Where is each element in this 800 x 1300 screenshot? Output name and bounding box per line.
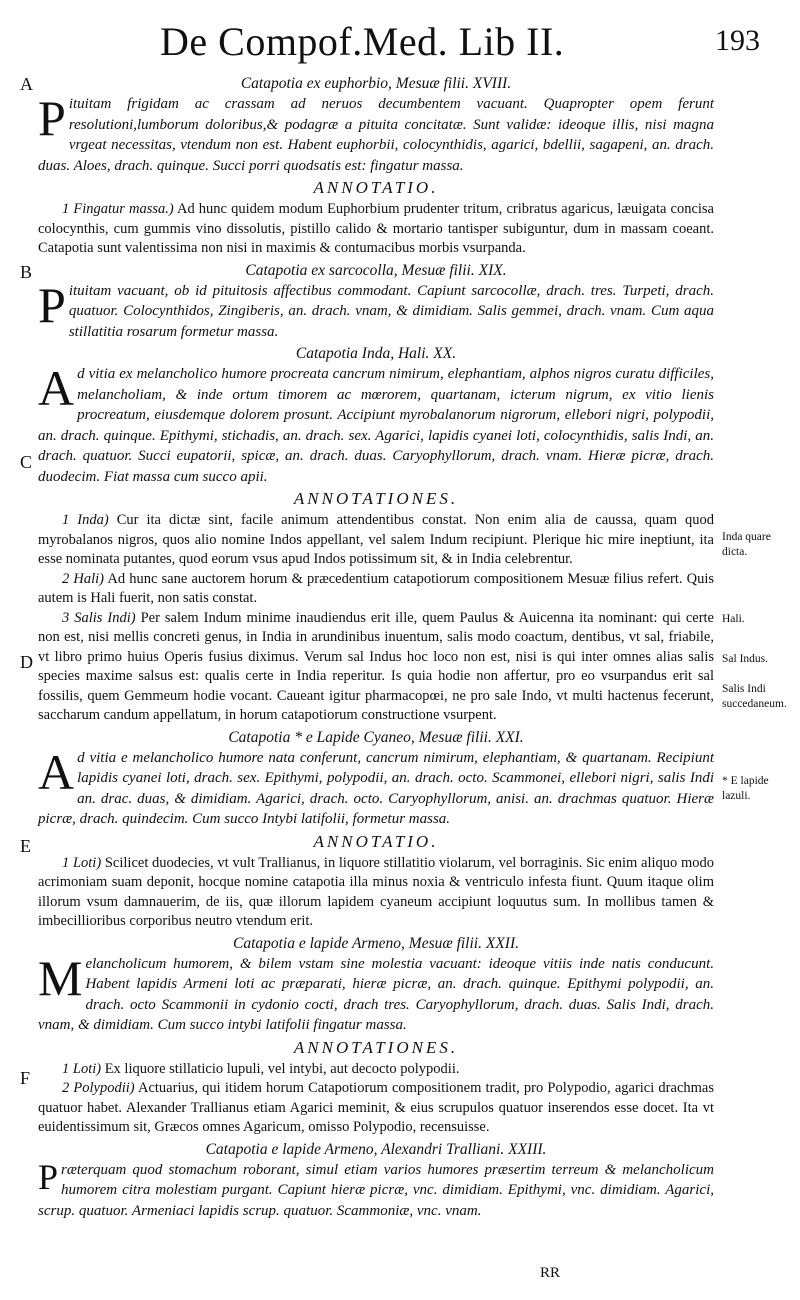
note-lemma: 2 Polypodii) <box>62 1080 135 1096</box>
recipe-text: d vitia ex melancholico humore procreata cancrum nimirum, elephantiam, alphos nigros curatu difficiles, melancholiam, & inde ortum timorem ac mœrorem, quartanam, icterum nigrum, ex vitio lienis procreatum, eiusdemque dolorem prosunt. Accipiunt myrobalanorum nigrorum, ellebori nigri, polypodii, an. drach. quinque. Epithymi, stichadis, an. drach. sex. Agarici, lapidis cyanei loti, colocynthidis, salis Indi, an. drach. quatuor. Succi eupatorii, spicæ, an. drach. duas. Caryophyllorum, drach. vnam. Hieræ picræ, drach. duodecim. Fiat massa cum succo apii. <box>38 366 714 485</box>
drop-cap: P <box>38 1156 59 1197</box>
section-title: Catapotia e lapide Armeno, Alexandri Tralliani. XXIII. <box>205 1140 547 1158</box>
note-text: Actuarius, qui itidem horum Catapotiorum compositionem tradit, pro Polypodio, agarici drachmas quatuor habet. Alexander Trallianus etiam Agarici meminit, & eius scrupulos quatuor inserendos esse docet. Ita vt euidentissimum sit, Græcos omnes Agaricum, omisso Polypodio, recensuisse. <box>38 1080 714 1135</box>
margin-letter-c: C <box>20 452 33 472</box>
recipe-paragraph <box>38 90 714 176</box>
drop-cap: A <box>38 743 75 800</box>
recipe-text: ituitam frigidam ac crassam ad neruos decumbentem vacuant. Quapropter opem ferunt resolutioni,lumborum doloribus,& podagræ a pituita concitatæ. Sunt validæ: ideoque illis, nisi magna vrgeat necessitas, vtendum non est. Habent euphorbii, colocynthidis, agarici, bdellii, sagapeni, an. drach. duas. Aloes, drach. quinque. Succi porri quodsatis est: fingatur massa. <box>38 96 714 174</box>
annotation-note <box>38 511 714 570</box>
recipe-paragraph <box>38 360 714 487</box>
margin-letter-e: E <box>20 836 31 856</box>
note-lemma: 1 Inda) <box>62 512 109 528</box>
annotation-note <box>38 609 714 726</box>
side-note: Salis Indi succedaneum. <box>722 683 787 710</box>
note-text: Per salem Indum minime inaudiendus erit ille, quem Paulus & Auicenna ita nominant: qui certe non est, nisi mellis concreti genus, in India in arundinibus inuentum, salis modo coactum, dentibus, vt sal, friabile, vt libro primo huius Operis fusius diximus. Verum sal Indus hoc loco non est, nisi is qui inter omnes alias salis species maxime salsus est: qualis certe in India reperitur. Is quia hodie non affertur, pro eo vsurpandus erit sal fossilis, quem Gemmeum hodie vocant. Caueant igitur pharmacopœi, ne pro sale Indo, vt multi hactenus fecerunt, saccharum candum appellatum, in horum catapotiorum constructione vsurpent. <box>38 609 714 723</box>
drop-cap: M <box>38 949 83 1006</box>
section-title: Catapotia ex euphorbio, Mesuæ filii. XVIII. <box>240 75 512 92</box>
annotation-note <box>38 570 714 609</box>
margin-letter-a: A <box>20 74 33 94</box>
annotation-heading: ANNOTATIO. <box>313 831 439 851</box>
annotation-heading: ANNOTATIO. <box>313 178 439 197</box>
recipe-paragraph <box>38 1156 714 1222</box>
annotation-note <box>38 200 714 259</box>
annotation-note <box>38 854 714 932</box>
drop-cap: A <box>38 360 75 416</box>
annotation-heading: ANNOTATIONES. <box>293 489 459 508</box>
recipe-text: elancholicum humorem, & bilem vstam sine molestia vacuant: ideoque vitiis inde natis conducunt. Habent lapidis Armeni loti ac præparati, hieræ picræ, an. drach. quinque. Epithymi polypodii, an. drach. octo Scammonii in cydonio cocti, drach tres. Caryophyllorum, drach. duas. Salis Indi, drach. vnam, & dimidiam. Cum succo intybi latifolii fingatur massa. <box>38 955 714 1033</box>
running-title: De Compof.Med. Lib II. <box>160 19 565 64</box>
side-note: Hali. <box>722 613 745 625</box>
main-text <box>38 72 714 1221</box>
section-title: Catapotia e lapide Armeno, Mesuæ filii. XXII. <box>232 934 519 952</box>
note-text: Ex liquore stillaticio lupuli, vel intybi, aut decocto polypodii. <box>104 1060 460 1077</box>
page-header <box>160 18 760 68</box>
side-note: * E lapide lazuli. <box>722 775 769 802</box>
note-lemma: 1 Fingatur massa.) <box>62 201 174 217</box>
margin-letter-b: B <box>20 262 33 282</box>
note-text: Ad hunc sane auctorem horum & præcedentium catapotiorum compositionem Mesuæ filius refert. Quis autem is Hali fuerit, non satis constat. <box>38 570 715 606</box>
annotation-note <box>38 1079 714 1138</box>
section-title: Catapotia * e Lapide Cyaneo, Mesuæ filii. XXI. <box>228 728 524 746</box>
note-lemma: 1 Loti) <box>62 1060 102 1077</box>
annotation-note <box>38 1060 714 1080</box>
drop-cap: P <box>38 276 66 333</box>
recipe-paragraph <box>38 949 714 1036</box>
drop-cap: P <box>38 90 66 146</box>
margin-letter-d: D <box>20 652 33 672</box>
side-note: Sal Indus. <box>722 653 768 665</box>
note-lemma: 2 Hali) <box>62 570 105 587</box>
note-text: Cur ita dictæ sint, facile animum attendentibus constat. Non enim alia de caussa, quam quod myrobalanos nigros, quos alio nomine Indos appellant, vel salem Indum recipiunt. Plerique hic mire ineptiunt, ita esse nominata putantes, quod eorum vsus apud Indos potissimum sit, & in India celebrentur. <box>38 512 714 567</box>
recipe-text: d vitia e melancholico humore nata conferunt, cancrum nimirum, elephantiam, & quartanam. Recipiunt lapidis cyanei loti, drach. sex. Epithymi, polypodii, an. drach. octo. Scammonei, ellebori nigri, salis Indi an. drac. duas, & dimidiam. Agarici, drach. octo. Caryophyllorum, anisi. an. drachmas quatuor. Hieræ picræ, drach. quindecim. Cum succo Intybi latifolii, formetur massa. <box>38 749 714 827</box>
section-title: Catapotia ex sarcocolla, Mesuæ filii. XIX. <box>245 261 507 279</box>
annotation-heading: ANNOTATIONES. <box>293 1037 459 1057</box>
recipe-paragraph <box>38 276 714 343</box>
section-title: Catapotia Inda, Hali. XX. <box>295 345 457 362</box>
note-lemma: 3 Salis Indi) <box>62 609 136 626</box>
margin-letter-f: F <box>20 1068 31 1088</box>
recipe-paragraph <box>38 743 714 830</box>
note-lemma: 1 Loti) <box>62 854 102 871</box>
recipe-text: ituitam vacuant, ob id pituitosis affectibus commodant. Capiunt sarcocollæ, drach. tres. Turpeti, drach. quatuor. Colocynthidos, Zingiberis, an. drach. vnam, & dimidiam. Salis gemmei, drach. vnam. Cum aqua stillatitia rosarum formetur massa. <box>68 282 714 340</box>
note-text: Scilicet duodecies, vt vult Trallianus, in liquore stillatitio violarum, vel borraginis. Sic enim aliquo modo acrimoniam suam deponit, hocque nomine catapotia illa minus noxia & ventriculo infesta fiunt. Quum itaque olim illorum vsum damnauerim, de iis, quæ illorum lapidem cyaneum accipiunt loquutus sum. In mollibus tamen & imbecillioribus corporibus neutro vtendum erit. <box>38 854 715 929</box>
recipe-text: ræterquam quod stomachum roborant, simul etiam varios humores præsertim terreum & melancholicum humorem citra molestiam purgant. Capiunt hieræ picræ, vnc. dimidiam. Epithymi, vnc. dimidiam. Agarici, scrup. quatuor. Armeniaci lapidis scrup. quatuor. Scammoniæ, vnc. vnam. <box>38 1161 714 1219</box>
side-note: Inda quare dicta. <box>722 531 771 558</box>
note-text: Ad hunc quidem modum Euphorbium prudenter tritum, cribratus agaricus, læuigata concisa colocynthis, cum gummis vino dissolutis, pistillo calido & mortario tantisper subiguntur, dum in massam coeant. Catapotia sunt valentissima non nisi in maximis & contumacibus morbis vsurpanda. <box>38 201 714 256</box>
page-number: 193 <box>715 24 760 57</box>
signature-mark: RR <box>540 1265 561 1281</box>
